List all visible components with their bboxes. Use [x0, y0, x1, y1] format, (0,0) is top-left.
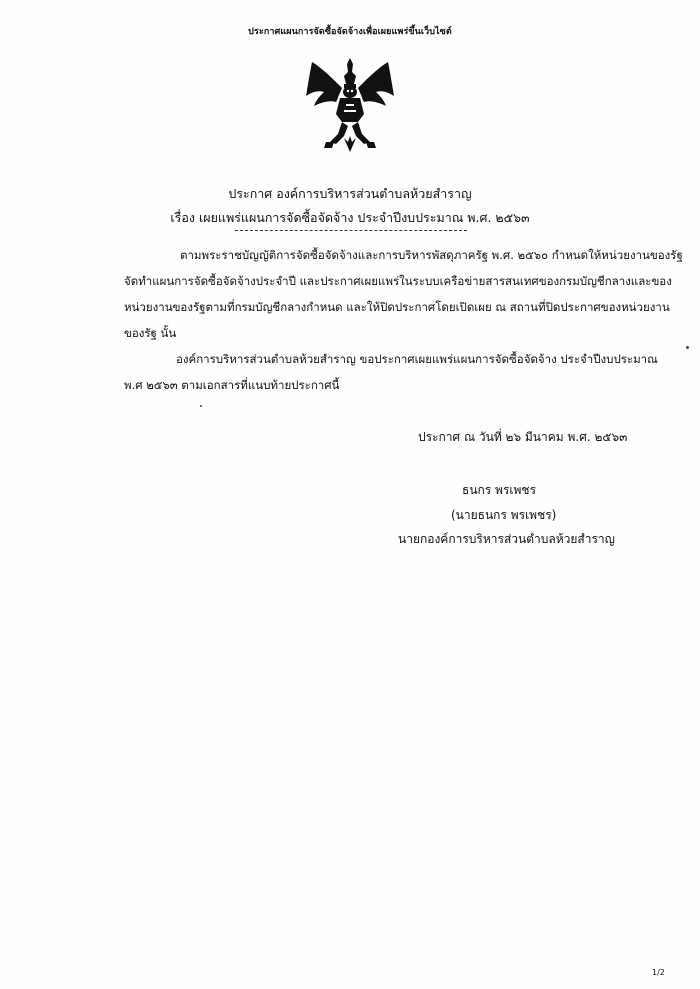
signatory-full-name: (นายธนกร พรเพชร)	[451, 508, 557, 522]
dashed-divider	[235, 230, 467, 231]
paragraph-1-line: ตามพระราชบัญญัติการจัดซื้อจัดจ้างและการบริหารพัสดุภาครัฐ พ.ศ. ๒๕๖๐ กำหนดให้หน่วยงานของรัฐ	[180, 248, 683, 262]
body-paragraph-2	[124, 346, 658, 398]
paragraph-1-line: ของรัฐ นั้น	[124, 326, 177, 340]
announcement-subject: เรื่อง เผยแพร่แผนการจัดซื้อจัดจ้าง ประจำปีงบประมาณ พ.ศ. ๒๕๖๓	[170, 210, 530, 225]
paragraph-2-line: องค์การบริหารส่วนตำบลห้วยสำราญ ขอประกาศเผยแพร่แผนการจัดซื้อจัดจ้าง ประจำปีงบประมาณ	[176, 352, 658, 366]
signatory-position: นายกองค์การบริหารส่วนตำบลห้วยสำราญ	[398, 532, 615, 546]
scan-speck	[686, 346, 689, 349]
paragraph-1-line: หน่วยงานของรัฐตามที่กรมบัญชีกลางกำหนด และให้ปิดประกาศโดยเปิดเผย ณ สถานที่ปิดประกาศของหน่วยงาน	[124, 300, 670, 314]
announcement-title: ประกาศ องค์การบริหารส่วนตำบลห้วยสำราญ	[228, 186, 472, 201]
garuda-emblem-icon	[304, 58, 396, 152]
paragraph-1-line: จัดทำแผนการจัดซื้อจัดจ้างประจำปี และประกาศเผยแพร่ในระบบเครือข่ายสารสนเทศของกรมบัญชีกลางและของ	[124, 274, 672, 288]
announcement-date: ประกาศ ณ วันที่ ๒๖ มีนาคม พ.ศ. ๒๕๖๓	[418, 430, 628, 444]
scan-speck	[200, 405, 202, 407]
body-paragraph-1	[124, 242, 683, 346]
paragraph-2-line: พ.ศ ๒๕๖๓ ตามเอกสารที่แนบท้ายประกาศนี้	[124, 378, 340, 392]
page-number: 1/2	[652, 968, 665, 977]
signature-name: ธนกร พรเพชร	[462, 483, 537, 497]
header-note: ประกาศแผนการจัดซื้อจัดจ้างเพื่อเผยแพร่ขึ้นเว็บไซต์	[248, 27, 452, 37]
